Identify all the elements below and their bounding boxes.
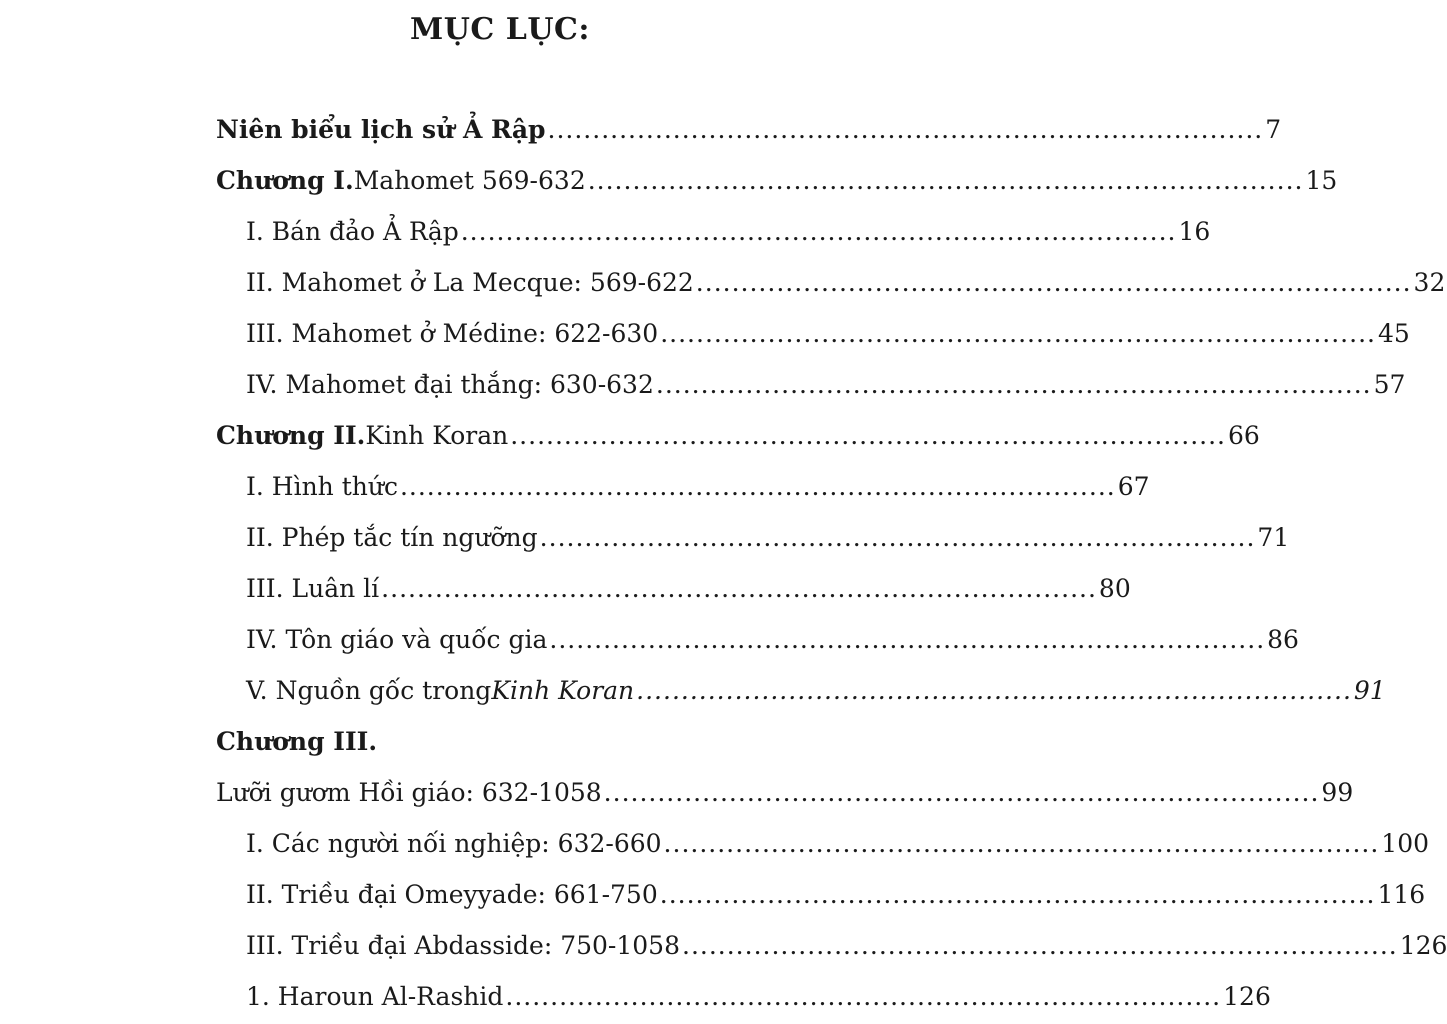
toc-leader-dots: ................................................................................ [547,115,1264,144]
toc-leader-dots: ................................................................................ [587,166,1304,195]
toc-entry [246,982,1271,1022]
toc-chapter-label: Chương I. [216,166,354,195]
toc-entry-title: III. Luân lí [246,574,380,603]
toc-entry [246,829,1430,869]
toc-page-number: 126 [1399,931,1447,960]
toc-leader-dots: ................................................................................ [682,931,1398,960]
toc-page-number: 15 [1305,166,1338,195]
toc-entry-title: Lưỡi gươm Hồi giáo: 632-1058 [216,778,602,807]
toc-leader-dots: ................................................................................ [460,217,1177,246]
toc-entry-title: Niên biểu lịch sử Ả Rập [216,115,546,144]
toc-entry-title: II. Triều đại Omeyyade: 661-750 [246,880,658,909]
toc-entry [246,574,1131,614]
toc-leader-dots: ................................................................................ [695,268,1412,297]
toc-entry-title: II. Mahomet ở La Mecque: 569-622 [246,268,694,297]
toc-entry [246,472,1150,512]
toc-entry-title-italic: Kinh Koran [491,676,635,705]
toc-leader-dots: ................................................................................ [655,370,1372,399]
toc-entry-title: III. Triều đại Abdasside: 750-1058 [246,931,680,960]
toc-page-number: 66 [1227,421,1260,450]
toc-page-number: 16 [1178,217,1211,246]
toc-entry [246,931,1447,971]
toc-page-number: 7 [1265,115,1282,144]
toc-chapter-heading [216,727,778,767]
toc-entry-title: 1. Haroun Al-Rashid [246,982,504,1011]
toc-entry-title: III. Mahomet ở Médine: 622-630 [246,319,659,348]
toc-leader-dots: ................................................................................ [659,880,1376,909]
toc-page-number: 91 [1353,676,1386,705]
toc-leader-dots: ................................................................................ [399,472,1116,501]
toc-page-number: 86 [1267,625,1299,654]
toc-leader-dots: ................................................................................ [539,523,1256,552]
page-title: MỤC LỤC: [410,12,590,47]
toc-entry [246,676,1386,716]
toc-leader-dots: ................................................................................ [663,829,1380,858]
toc-page-number: 100 [1381,829,1430,858]
toc-chapter-label: Chương II. [216,421,366,450]
toc-entry [216,778,1354,818]
toc-entry [216,421,1260,461]
toc-chapter-label: Chương III. [216,727,378,756]
toc-entry-title: Mahomet 569-632 [353,166,586,195]
toc-page-number: 32 [1413,268,1446,297]
toc-leader-dots: ................................................................................ [549,625,1266,654]
toc-entry-title: I. Bán đảo Ả Rập [246,217,459,246]
toc-entry-title: IV. Tôn giáo và quốc gia [246,625,548,654]
toc-entry [216,115,1282,155]
toc-page-number: 99 [1321,778,1354,807]
toc-entry [246,268,1446,308]
toc-page-number: 126 [1223,982,1271,1011]
toc-entry [246,625,1299,665]
toc-entry-title: II. Phép tắc tín ngưỡng [246,523,538,552]
toc-entry-title: Kinh Koran [365,421,509,450]
toc-page-number: 57 [1373,370,1406,399]
toc-leader-dots: ................................................................................ [636,676,1352,705]
toc-entry [246,880,1426,920]
toc-page-number: 80 [1098,574,1131,603]
toc-leader-dots: ................................................................................ [505,982,1222,1011]
toc-entry-title: IV. Mahomet đại thắng: 630-632 [246,370,654,399]
toc-entry-title: V. Nguồn gốc trong [246,676,492,705]
toc-entry [246,319,1410,359]
toc-entry [216,166,1338,206]
toc-leader-dots: ................................................................................ [510,421,1226,450]
toc-entry-title: I. Hình thức [246,472,398,501]
toc-leader-dots: ................................................................................ [603,778,1320,807]
toc-page-number: 71 [1257,523,1290,552]
toc-entry [246,217,1211,257]
toc-page-number: 116 [1377,880,1426,909]
toc-page-number: 67 [1117,472,1150,501]
toc-entry [246,523,1290,563]
toc-leader-dots: ................................................................................ [381,574,1097,603]
toc-entry [246,370,1406,410]
toc-leader-dots: ................................................................................ [660,319,1376,348]
toc-entry-title: I. Các người nối nghiệp: 632-660 [246,829,662,858]
toc-page-number: 45 [1377,319,1410,348]
